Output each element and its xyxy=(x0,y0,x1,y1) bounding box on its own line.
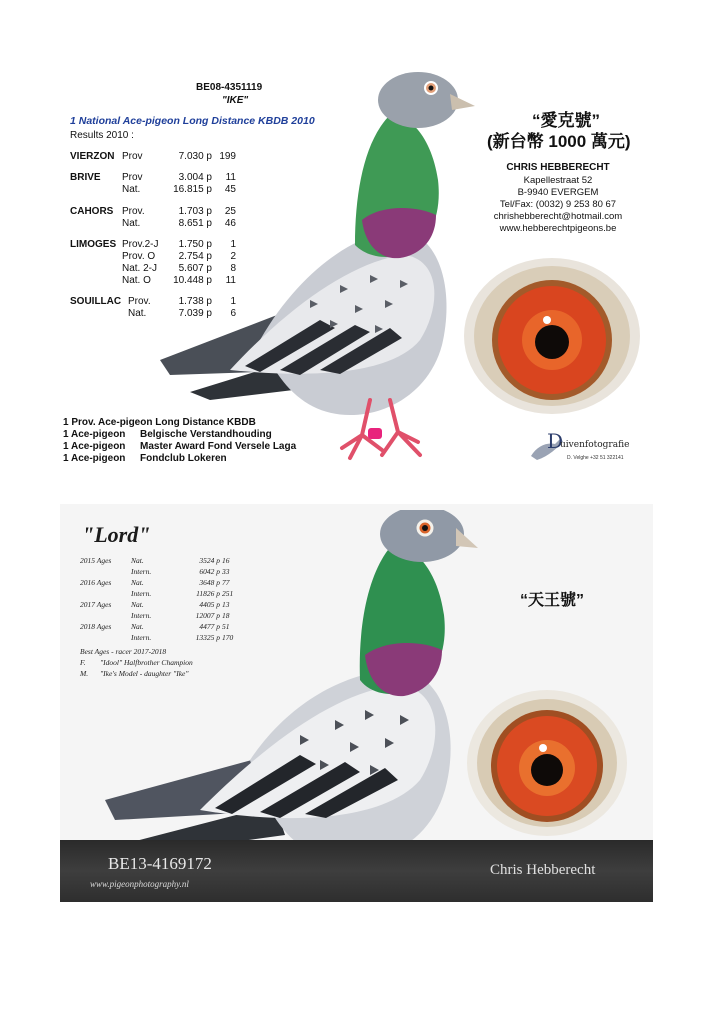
result-points: 7.030 p xyxy=(178,151,212,162)
lord-title: "Lord" xyxy=(82,522,151,547)
pigeon-beak xyxy=(456,528,478,548)
result-rank: 199 xyxy=(219,151,236,162)
result-category: Prov. O xyxy=(122,251,156,262)
results-label: Results 2010 : xyxy=(70,130,134,141)
photographer-website: www.pigeonphotography.nl xyxy=(90,879,189,889)
pupil xyxy=(531,754,563,786)
result-rank: 1 xyxy=(230,296,236,307)
result-points: 1.703 p xyxy=(178,206,212,217)
contact-phone: Tel/Fax: (0032) 9 253 80 67 xyxy=(499,199,617,210)
result-rank: 6 xyxy=(230,308,236,319)
result-category: Prov.2-J xyxy=(122,239,159,250)
pigeon-head xyxy=(378,72,458,128)
leg-ring xyxy=(368,428,382,439)
result-points: 2.754 p xyxy=(178,251,212,262)
result-category: Nat. xyxy=(122,184,141,195)
result-place: BRIVE xyxy=(70,172,101,183)
result-category: Nat. xyxy=(128,308,147,319)
result-rank: 11 xyxy=(225,172,236,183)
pigeon-beak xyxy=(450,94,475,110)
result-points: 10.448 p xyxy=(173,275,212,286)
result-rank: 11 xyxy=(225,275,236,286)
result-rank: 2 xyxy=(230,251,236,262)
result-rank: 25 xyxy=(224,206,236,217)
chinese-price: (新台幣 1000 萬元) xyxy=(487,132,631,151)
result-category: Nat. 2-J xyxy=(122,263,158,274)
result-place: CAHORS xyxy=(70,206,114,217)
svg-text:D: D xyxy=(547,429,564,453)
result-place: SOUILLAC xyxy=(70,296,122,307)
result-category: Nat. O xyxy=(122,275,151,286)
contact-website: www.hebberechtpigeons.be xyxy=(499,223,617,234)
result-category: Nat. xyxy=(122,218,141,229)
ring-id-ike: BE08-4351119 xyxy=(196,82,263,93)
lord-note: Best Ages - racer 2017-2018 xyxy=(80,647,167,656)
pigeon-ike-photo xyxy=(150,70,480,462)
result-points: 1.750 p xyxy=(178,239,212,250)
contact-email: chrishebberecht@hotmail.com xyxy=(493,211,623,222)
contact-name: CHRIS HEBBERECHT xyxy=(506,162,610,173)
contact-city: B-9940 EVERGEM xyxy=(517,187,599,198)
eye-closeup-lord xyxy=(465,688,630,838)
achievement-title: 1 National Ace-pigeon Long Distance KBDB 2010 xyxy=(70,115,315,127)
result-category: Prov xyxy=(122,172,143,183)
result-points: 7.039 p xyxy=(178,308,212,319)
chinese-nickname-lord: “天王號” xyxy=(520,592,585,609)
photographer-credit: D. Velghe +32 51 322141 xyxy=(567,455,624,461)
result-place: LIMOGES xyxy=(70,239,117,250)
photographer-brand: uivenfotografie xyxy=(560,440,630,450)
result-points: 8.651 p xyxy=(178,218,212,229)
result-rank: 45 xyxy=(224,184,236,195)
pupil xyxy=(535,325,569,359)
result-points: 1.738 p xyxy=(178,296,212,307)
result-points: 3.004 p xyxy=(178,172,212,183)
ring-id-lord: BE13-4169172 xyxy=(108,854,212,873)
result-category: Prov. xyxy=(122,206,145,217)
eye-closeup-ike xyxy=(462,256,642,416)
chinese-nickname-ike: “愛克號” xyxy=(532,111,600,130)
result-place: VIERZON xyxy=(70,151,115,162)
lord-photo-panel: "Lord" 2015 Ages Nat. 3524 p 16 Intern. 6042 p 33 2016 Ages Nat. 3648 p 77 Intern. 11826 p 251 2017 Ages Nat. 4405 p 13 Intern. 12007 p 18 2018 Ages Nat. 4477 p 51 Intern. 13325 p 170 Best Ages - racer 2017-2018 F. "Idool" Halfbrother Champion M. "Ike's Model - daughter "Ike" “天王號” BE13-4169172 www.pigeonphotography.nl Chris Hebberecht xyxy=(60,504,653,902)
result-category: Prov xyxy=(122,151,143,162)
nickname-ike: "IKE" xyxy=(222,95,249,106)
result-rank: 8 xyxy=(230,263,236,274)
result-rank: 1 xyxy=(230,239,236,250)
result-points: 16.815 p xyxy=(173,184,212,195)
result-rank: 46 xyxy=(224,218,236,229)
result-points: 5.607 p xyxy=(178,263,212,274)
owner-name: Chris Hebberecht xyxy=(490,862,596,878)
result-category: Prov. xyxy=(128,296,151,307)
contact-street: Kapellestraat 52 xyxy=(523,175,593,186)
